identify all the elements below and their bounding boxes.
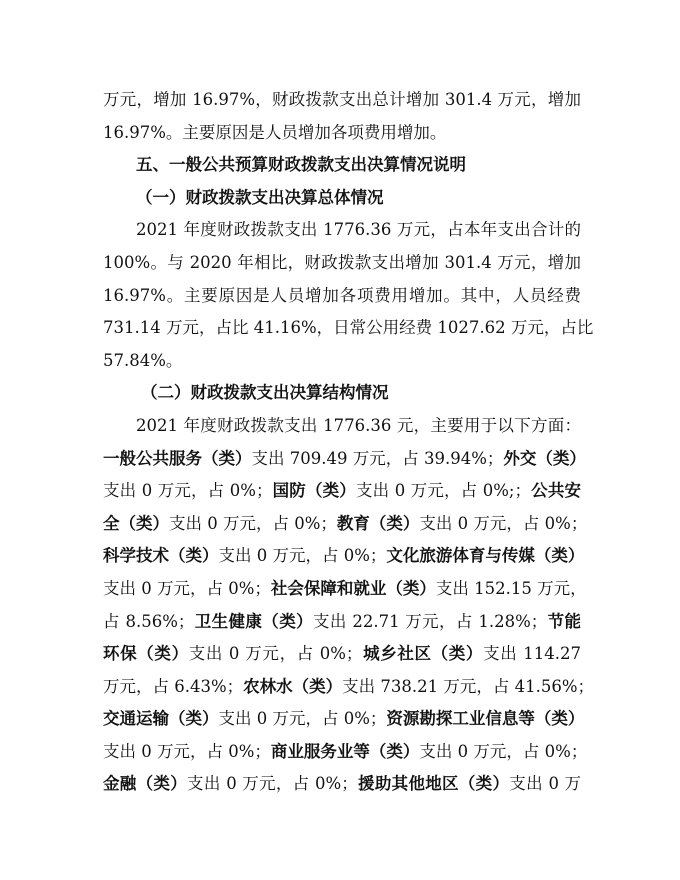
- category-name: 教育（类）: [336, 513, 420, 533]
- category-amount: 占 8.56%；: [103, 611, 195, 631]
- category-name: 援助其他地区（类）: [357, 774, 510, 794]
- subsection-2-line: [103, 540, 585, 573]
- category-amount: 支出 0 万元，占 0%；: [103, 481, 273, 501]
- category-name: 外交（类）: [503, 448, 586, 468]
- category-name: 科学技术（类）: [103, 546, 219, 566]
- subsection-2-line: [103, 443, 586, 476]
- category-amount: 支出 0 万元，占 0%；: [419, 513, 588, 533]
- continuation-line-1: 万元，增加 16.97%，财政拨款支出总计增加 301.4 万元，增加: [103, 90, 581, 109]
- category-amount: 支出 0 万元，占 0%；: [419, 741, 588, 761]
- category-amount: 万元，占 6.43%；: [103, 676, 244, 696]
- subsection-1-title: （一）财政拨款支出决算总体情况: [136, 187, 384, 207]
- category-name: 一般公共服务（类）: [103, 448, 252, 468]
- category-amount: 支出 0 万元，占 0%；: [218, 546, 387, 566]
- subsection-2-title: （二）财政拨款支出决算结构情况: [141, 383, 389, 403]
- category-amount: 支出 0 万元，占 0%；: [103, 578, 271, 598]
- category-amount: 支出 0 万元，占 0%；: [218, 709, 387, 729]
- category-amount: 支出 0 万: [509, 774, 582, 794]
- subsection-2-line: [103, 736, 588, 769]
- subsection-1-line: 731.14 万元，占比 41.16%，日常公用经费 1027.62 万元，占比: [103, 318, 594, 338]
- category-name: 农林水（类）: [243, 676, 343, 696]
- subsection-1-line: 100%。与 2020 年相比，财政拨款支出增加 301.4 万元，增加: [103, 252, 581, 272]
- continuation-line-2: 16.97%。主要原因是人员增加各项费用增加。: [103, 122, 447, 142]
- subsection-1-line: 16.97%。主要原因是人员增加各项费用增加。其中，人员经费: [103, 285, 581, 305]
- subsection-1-line: 57.84%。: [103, 350, 183, 370]
- subsection-2-line: [103, 768, 581, 801]
- subsection-2-line: [103, 606, 581, 639]
- section-title: 五、一般公共预算财政拨款支出决算情况说明: [136, 155, 466, 175]
- category-amount: 支出 0 万元，占 0%；: [187, 774, 358, 794]
- subsection-2-line: [103, 508, 588, 541]
- subsection-2-intro: 2021 年度财政拨款支出 1776.36 元，主要用于以下方面：: [136, 415, 581, 435]
- subsection-2-line: [103, 475, 581, 508]
- subsection-1-line: 2021 年度财政拨款支出 1776.36 万元，占本年支出合计的: [136, 220, 581, 240]
- category-name: 金融（类）: [103, 774, 188, 794]
- category-name: 社会保障和就业（类）: [270, 578, 436, 598]
- category-amount: 支出 114.27: [483, 644, 581, 664]
- category-amount: 支出 0 万元，占 0%;；: [355, 481, 531, 501]
- category-name: 环保（类）: [103, 644, 189, 664]
- category-name: 节能: [547, 611, 582, 631]
- category-name: 文化旅游体育与传媒（类）: [386, 546, 585, 566]
- category-amount: 支出 709.49 万元，占 39.94%；: [251, 448, 504, 468]
- category-name: 卫生健康（类）: [194, 611, 313, 631]
- category-name: 资源勘探工业信息等（类）: [386, 709, 585, 729]
- subsection-2-line: [103, 573, 587, 606]
- category-name: 城乡社区（类）: [362, 644, 484, 664]
- category-amount: 支出 0 万元，占 0%；: [188, 644, 363, 664]
- category-name: 公共安: [531, 481, 582, 501]
- document-body: [103, 84, 595, 801]
- category-amount: 支出 22.71 万元，占 1.28%；: [312, 611, 548, 631]
- subsection-2-line: [103, 671, 595, 704]
- category-amount: 支出 152.15 万元，: [435, 578, 587, 598]
- category-name: 商业服务业等（类）: [270, 741, 420, 761]
- category-amount: 支出 738.21 万元，占 41.56%；: [342, 676, 595, 696]
- subsection-2-line: [103, 638, 581, 671]
- category-name: 国防（类）: [272, 481, 356, 501]
- category-amount: 支出 0 万元，占 0%；: [103, 741, 271, 761]
- category-name: 全（类）: [103, 513, 169, 533]
- subsection-2-line: [103, 703, 585, 736]
- category-name: 交通运输（类）: [103, 709, 219, 729]
- category-amount: 支出 0 万元，占 0%；: [169, 513, 337, 533]
